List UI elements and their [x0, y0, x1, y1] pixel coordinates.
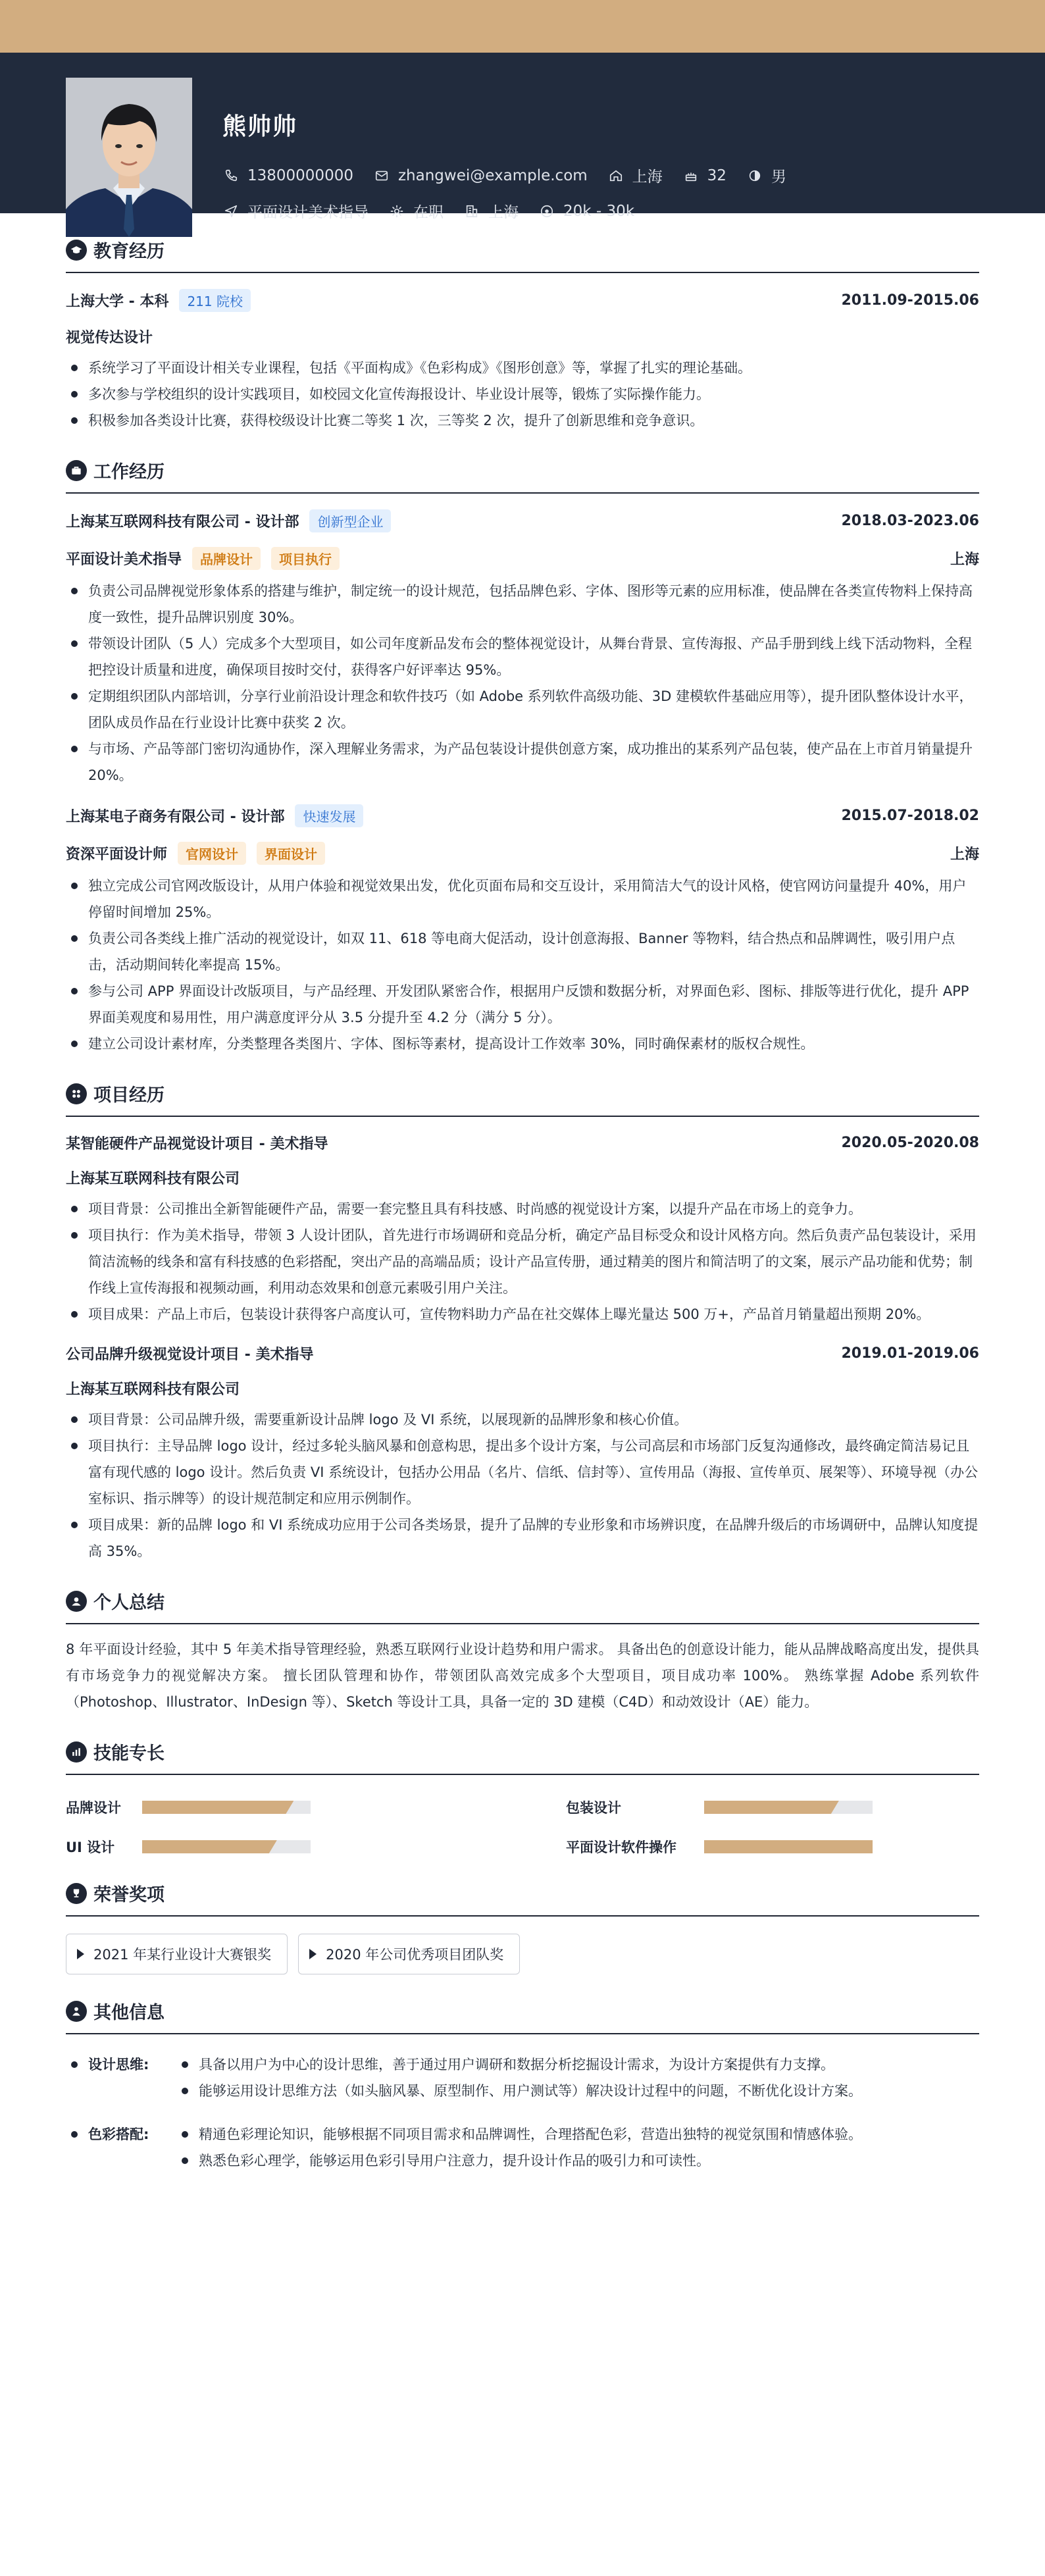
company-name: 上海某互联网科技有限公司 - 设计部 [66, 514, 299, 530]
skill-fill [142, 1840, 277, 1853]
email-text: zhangwei@example.com [397, 167, 588, 184]
list-item: 负责公司品牌视觉形象体系的搭建与维护，制定统一的设计规范，包括品牌色彩、字体、图形等元素的应用标准，使品牌在各类宣传物料上保持高度一致性，提升品牌识别度 30%。 [66, 578, 979, 631]
section-header [66, 237, 979, 273]
work-section [66, 457, 979, 1057]
project-company: 上海某互联网科技有限公司 [66, 1171, 240, 1187]
role-title: 资深平面设计师 [66, 846, 168, 863]
hometown-text: 上海 [632, 168, 663, 186]
phone-item [222, 167, 353, 184]
project-entry [66, 1133, 979, 1327]
skill-item [566, 1837, 979, 1857]
list-item: 项目执行：主导品牌 logo 设计，经过多轮头脑风暴和创意构思，提出多个设计方案，与公司高层和市场部门反复沟通修改，最终确定简洁易记且富有现代感的 logo 设计。然后负责 VI 系统设计，包括办公用品（名片、信纸、信封等）、宣传用品（海报、宣传单页、展架等）、环境导视（办公室标识、指示牌等）的设计规范制定和应用示例制作。 [66, 1433, 979, 1512]
gender-text: 男 [771, 168, 786, 186]
other-list [176, 2121, 979, 2174]
projects-section [66, 1081, 979, 1564]
phone-icon [222, 167, 240, 184]
list-item: 具备以用户为中心的设计思维，善于通过用户调研和数据分析挖掘设计需求，为设计方案提供有力支撑。 [176, 2051, 979, 2078]
role-tag: 官网设计 [178, 842, 246, 865]
list-item: 定期组织团队内部培训，分享行业前沿设计理念和软件技巧（如 Adobe 系列软件高级功能、3D 建模软件基础应用等），提升团队整体设计水平，团队成员作品在行业设计比赛中获奖 2 次。 [66, 683, 979, 736]
project-entry [66, 1343, 979, 1564]
skill-fill [142, 1801, 293, 1814]
hometown-item [607, 165, 663, 186]
company-tag: 创新型企业 [309, 509, 391, 532]
project-date: 2019.01-2019.06 [841, 1345, 979, 1362]
other-label: 设计思维: [66, 2051, 176, 2104]
school-name: 上海大学 - 本科 [66, 294, 169, 310]
list-item: 能够运用设计思维方法（如头脑风暴、原型制作、用户测试等）解决设计过程中的问题，不断优化设计方案。 [176, 2078, 979, 2104]
section-header [66, 1739, 979, 1775]
section-title: 技能专长 [93, 1743, 165, 1764]
skill-bar [142, 1801, 311, 1814]
city-text: 上海 [488, 204, 519, 221]
summary-text: 8 年平面设计经验，其中 5 年美术指导管理经验，熟悉互联网行业设计趋势和用户需求。 具备出色的创意设计能力，能从品牌战略高度出发，提供具有市场竞争力的视觉解决方案。 擅长团队管理和协作，带领团队高效完成多个大型项目，项目成功率 100%。 熟练掌握 Adobe 系列软件（Photoshop、Illustrator、InDesign 等）、Sketch 等设计工具，具备一定的 3D 建模（C4D）和动效设计（AE）能力。 [66, 1641, 979, 1710]
work-entry [66, 804, 979, 1057]
list-item: 项目执行：作为美术指导，带领 3 人设计团队，首先进行市场调研和竞品分析，确定产品目标受众和设计风格方向。然后负责产品包装设计，采用简洁流畅的线条和富有科技感的色彩搭配，突出产品的高端品质；设计产品宣传册，通过精美的图片和简洁明了的文案，展示产品功能和优势；制作线上宣传海报和视频动画，利用动态效果和创意元素吸引用户关注。 [66, 1222, 979, 1301]
other-label: 色彩搭配: [66, 2121, 176, 2174]
other-section [66, 1998, 979, 2174]
list-item: 独立完成公司官网改版设计，从用户体验和视觉效果出发，优化页面布局和交互设计，采用简洁大气的设计风格，使官网访问量提升 40%，用户停留时间增加 25%。 [66, 873, 979, 925]
section-header [66, 1998, 979, 2034]
role-tag: 项目执行 [271, 547, 340, 570]
graduation-cap-icon [66, 240, 87, 261]
section-title: 教育经历 [93, 242, 165, 262]
award-item [298, 1934, 520, 1974]
status-text: 在职 [413, 204, 444, 221]
company-name: 上海某电子商务有限公司 - 设计部 [66, 809, 285, 825]
bar-chart-icon [66, 1741, 87, 1763]
section-title: 工作经历 [93, 462, 165, 482]
salary-text: 20k - 30k [563, 202, 635, 220]
phone-text: 13800000000 [247, 167, 353, 184]
gender-icon [746, 167, 763, 184]
work-date: 2018.03-2023.06 [841, 513, 979, 529]
skill-bar [142, 1840, 311, 1853]
skill-name: 包装设计 [566, 1800, 621, 1816]
trophy-icon [66, 1883, 87, 1904]
project-name: 某智能硬件产品视觉设计项目 - 美术指导 [66, 1136, 328, 1152]
list-item: 与市场、产品等部门密切沟通协作，深入理解业务需求，为产品包装设计提供创意方案，成功推出的某系列产品包装，使产品在上市首月销量提升 20%。 [66, 736, 979, 788]
cake-icon [682, 167, 700, 184]
age-text: 32 [707, 167, 726, 184]
mail-icon [373, 167, 390, 184]
section-header [66, 1588, 979, 1624]
list-item: 建立公司设计素材库，分类整理各类图片、字体、图标等素材，提高设计工作效率 30%，同时确保素材的版权合规性。 [66, 1031, 979, 1057]
education-bullets [66, 355, 979, 434]
list-item: 积极参加各类设计比赛，获得校级设计比赛二等奖 1 次，三等奖 2 次，提升了创新思维和竞争意识。 [66, 407, 979, 434]
contact-info-row [222, 165, 806, 186]
section-title: 荣誉奖项 [93, 1885, 165, 1905]
list-item: 项目成果：产品上市后，包装设计获得客户高度认可，宣传物料助力产品在社交媒体上曝光量达 500 万+，产品首月销量超出预期 20%。 [66, 1301, 979, 1327]
list-item: 多次参与学校组织的设计实践项目，如校园文化宣传海报设计、毕业设计展等，锻炼了实际操作能力。 [66, 381, 979, 407]
play-arrow-icon [309, 1949, 317, 1959]
other-list [176, 2051, 979, 2104]
role-tag: 界面设计 [257, 842, 325, 865]
project-bullets [66, 1196, 979, 1327]
school-tag: 211 院校 [179, 289, 251, 312]
education-section [66, 237, 979, 434]
user-icon [66, 1591, 87, 1612]
education-entry [66, 289, 979, 434]
section-title: 项目经历 [93, 1085, 165, 1106]
section-header [66, 457, 979, 494]
skill-name: 平面设计软件操作 [566, 1840, 676, 1855]
summary-section [66, 1588, 979, 1715]
work-bullets [66, 578, 979, 788]
award-text: 2021 年某行业设计大赛银奖 [93, 1947, 272, 1963]
awards-section [66, 1880, 979, 1974]
role-tag: 品牌设计 [192, 547, 261, 570]
skills-section [66, 1739, 979, 1857]
project-date: 2020.05-2020.08 [841, 1135, 979, 1151]
age-item [682, 167, 726, 184]
award-item [66, 1934, 288, 1974]
resume-body [66, 213, 979, 2191]
other-info [66, 2051, 979, 2174]
section-header [66, 1081, 979, 1117]
other-group [66, 2121, 979, 2174]
profile-header [0, 53, 1045, 221]
top-accent-stripe [0, 0, 1045, 53]
work-entry [66, 509, 979, 788]
list-item: 带领设计团队（5 人）完成多个大型项目，如公司年度新品发布会的整体视觉设计，从舞台背景、宣传海报、产品手册到线上线下活动物料，全程把控设计质量和进度，确保项目按时交付，获得客户好评率达 95%。 [66, 631, 979, 683]
skill-item [66, 1837, 496, 1857]
skill-fill [704, 1840, 873, 1853]
project-name: 公司品牌升级视觉设计项目 - 美术指导 [66, 1347, 314, 1363]
work-city: 上海 [950, 552, 979, 568]
section-title: 个人总结 [93, 1593, 165, 1613]
project-bullets [66, 1406, 979, 1564]
section-header [66, 1880, 979, 1917]
award-text: 2020 年公司优秀项目团队奖 [326, 1947, 504, 1963]
list-item: 负责公司各类线上推广活动的视觉设计，如双 11、618 等电商大促活动，设计创意海报、Banner 等物料，结合热点和品牌调性，吸引用户点击，活动期间转化率提高 15%。 [66, 925, 979, 978]
awards-list [66, 1934, 979, 1974]
list-item: 参与公司 APP 界面设计改版项目，与产品经理、开发团队紧密合作，根据用户反馈和数据分析，对界面色彩、图标、排版等进行优化，提升 APP 界面美观度和易用性，用户满意度评分从 3.5 分提升至 4.2 分（满分 5 分）。 [66, 978, 979, 1031]
role-title: 平面设计美术指导 [66, 552, 182, 568]
position-text: 平面设计美术指导 [247, 204, 369, 221]
list-item: 项目成果：新的品牌 logo 和 VI 系统成功应用于公司各类场景，提升了品牌的专业形象和市场辨识度，在品牌升级后的市场调研中，品牌认知度提高 35%。 [66, 1512, 979, 1564]
skill-name: 品牌设计 [66, 1800, 121, 1816]
education-date: 2011.09-2015.06 [841, 292, 979, 309]
work-bullets [66, 873, 979, 1057]
major-name: 视觉传达设计 [66, 330, 153, 346]
skill-name: UI 设计 [66, 1840, 115, 1855]
other-group [66, 2051, 979, 2104]
skill-item [66, 1797, 496, 1817]
list-item: 项目背景：公司品牌升级，需要重新设计品牌 logo 及 VI 系统，以展现新的品牌形象和核心价值。 [66, 1406, 979, 1433]
skill-fill [704, 1801, 839, 1814]
skill-item [566, 1797, 979, 1817]
person-info-icon [66, 2001, 87, 2022]
company-tag: 快速发展 [295, 804, 363, 827]
candidate-name: 熊帅帅 [222, 113, 298, 140]
list-item: 系统学习了平面设计相关专业课程，包括《平面构成》《色彩构成》《图形创意》等，掌握了扎实的理论基础。 [66, 355, 979, 381]
play-arrow-icon [77, 1949, 84, 1959]
section-title: 其他信息 [93, 2003, 165, 2023]
list-item: 项目背景：公司推出全新智能硬件产品，需要一套完整且具有科技感、时尚感的视觉设计方案，以提升产品在市场上的竞争力。 [66, 1196, 979, 1222]
gender-item [746, 165, 786, 186]
email-item [373, 167, 588, 184]
briefcase-icon [66, 460, 87, 481]
skill-bar [704, 1840, 873, 1853]
list-item: 熟悉色彩心理学，能够运用色彩引导用户注意力，提升设计作品的吸引力和可读性。 [176, 2148, 979, 2174]
work-city: 上海 [950, 846, 979, 863]
work-date: 2015.07-2018.02 [841, 808, 979, 824]
home-icon [607, 167, 624, 184]
skill-bar [704, 1801, 873, 1814]
grid-icon [66, 1083, 87, 1104]
skills-grid [66, 1797, 979, 1857]
project-company: 上海某互联网科技有限公司 [66, 1381, 240, 1398]
list-item: 精通色彩理论知识，能够根据不同项目需求和品牌调性，合理搭配色彩，营造出独特的视觉氛围和情感体验。 [176, 2121, 979, 2148]
